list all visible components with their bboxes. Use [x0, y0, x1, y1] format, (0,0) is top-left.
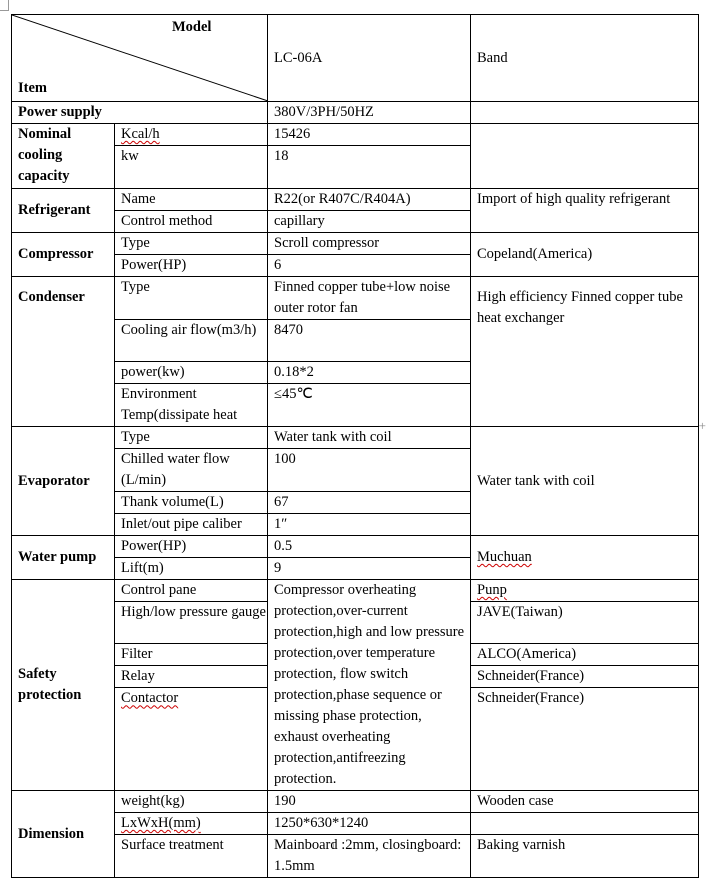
band-cell: Schneider(France) [471, 666, 699, 688]
item-cell: Relay [115, 666, 268, 688]
safety-label: Safety protection [12, 580, 115, 791]
model-value: LC-06A [268, 15, 471, 102]
compressor-band: Copeland(America) [471, 233, 699, 277]
condenser-label: Condenser [12, 277, 115, 427]
item-cell: Contactor [121, 690, 179, 707]
value-cell: ≤45℃ [268, 384, 471, 427]
item-cell: Name [115, 189, 268, 211]
value-cell: 18 [268, 146, 471, 189]
water-pump-label: Water pump [12, 536, 115, 580]
nominal-label: Nominal cooling capacity [12, 124, 115, 189]
table-row [12, 813, 699, 835]
model-label: Model [172, 19, 212, 35]
item-cell: High/low pressure gauge [115, 602, 268, 644]
compressor-label: Compressor [12, 233, 115, 277]
band-cell [471, 813, 699, 835]
table-row [12, 791, 699, 813]
power-supply-label: Power supply [12, 102, 268, 124]
evaporator-label: Evaporator [12, 427, 115, 536]
value-cell: 0.18*2 [268, 362, 471, 384]
value-cell: 9 [268, 558, 471, 580]
value-cell: Scroll compressor [268, 233, 471, 255]
band-cell: Schneider(France) [471, 688, 699, 791]
table-row [12, 835, 699, 878]
power-supply-band [471, 102, 699, 124]
item-label: Item [18, 80, 47, 96]
item-cell: Thank volume(L) [115, 492, 268, 514]
band-cell: ALCO(America) [471, 644, 699, 666]
band-cell: Wooden case [471, 791, 699, 813]
item-cell: Environment Temp(dissipate heat [115, 384, 268, 427]
item-cell: Type [115, 233, 268, 255]
item-cell: Surface treatment [115, 835, 268, 878]
band-cell: JAVE(Taiwan) [471, 602, 699, 644]
header-row [12, 15, 699, 102]
refrigerant-label: Refrigerant [12, 189, 115, 233]
table-row [12, 189, 699, 211]
value-cell: 8470 [268, 320, 471, 362]
add-column-icon[interactable]: + [698, 418, 706, 433]
refrigerant-band: Import of high quality refrigerant [471, 189, 699, 233]
item-cell: Lift(m) [115, 558, 268, 580]
header-corner-cell [12, 15, 268, 102]
item-cell: Type [115, 427, 268, 449]
table-row [12, 102, 699, 124]
item-cell: Inlet/out pipe caliber [115, 514, 268, 536]
table-row [12, 580, 699, 602]
band-cell: Punp [477, 582, 507, 598]
value-cell: capillary [268, 211, 471, 233]
condenser-band: High efficiency Finned copper tube heat exchanger [471, 277, 699, 427]
item-cell: Power(HP) [115, 255, 268, 277]
item-cell: weight(kg) [115, 791, 268, 813]
diagonal-divider [12, 15, 268, 101]
spec-table [11, 14, 699, 878]
value-cell: 1″ [268, 514, 471, 536]
safety-value: Compressor overheating protection,over-current protection,high and low pressure protection,over temperature protection, flow switch protection,phase sequence or missing phase protection, exhaust overheating protection,antifreezing protection. [268, 580, 471, 791]
water-pump-band: Muchuan [477, 549, 532, 565]
power-supply-value: 380V/3PH/50HZ [268, 102, 471, 124]
item-cell: Control pane [115, 580, 268, 602]
value-cell: 1250*630*1240 [268, 813, 471, 835]
item-cell: kw [115, 146, 268, 189]
item-cell: Control method [115, 211, 268, 233]
item-cell: Filter [115, 644, 268, 666]
nominal-band [471, 124, 699, 189]
value-cell: 100 [268, 449, 471, 492]
value-cell: Mainboard :2mm, closingboard: 1.5mm [268, 835, 471, 878]
item-cell: Kcal/h [121, 126, 160, 142]
table-move-handle[interactable] [0, 0, 9, 11]
band-header: Band [471, 15, 699, 102]
item-cell: Chilled water flow (L/min) [115, 449, 268, 492]
table-row [12, 427, 699, 449]
item-cell: Type [115, 277, 268, 320]
table-row [12, 124, 699, 146]
table-row [12, 536, 699, 558]
value-cell: 6 [268, 255, 471, 277]
value-cell: 0.5 [268, 536, 471, 558]
evaporator-band: Water tank with coil [471, 427, 699, 536]
table-row [12, 277, 699, 320]
table-row [12, 233, 699, 255]
band-cell: Baking varnish [471, 835, 699, 878]
value-cell: 67 [268, 492, 471, 514]
value-cell: 190 [268, 791, 471, 813]
value-cell: 15426 [268, 124, 471, 146]
item-cell: Cooling air flow(m3/h) [115, 320, 268, 362]
dimension-label: Dimension [12, 791, 115, 878]
value-cell: Water tank with coil [268, 427, 471, 449]
value-cell: R22(or R407C/R404A) [268, 189, 471, 211]
value-cell: Finned copper tube+low noise outer rotor fan [268, 277, 471, 320]
item-cell: power(kw) [115, 362, 268, 384]
item-cell: LxWxH(mm) [121, 815, 201, 831]
item-cell: Power(HP) [115, 536, 268, 558]
